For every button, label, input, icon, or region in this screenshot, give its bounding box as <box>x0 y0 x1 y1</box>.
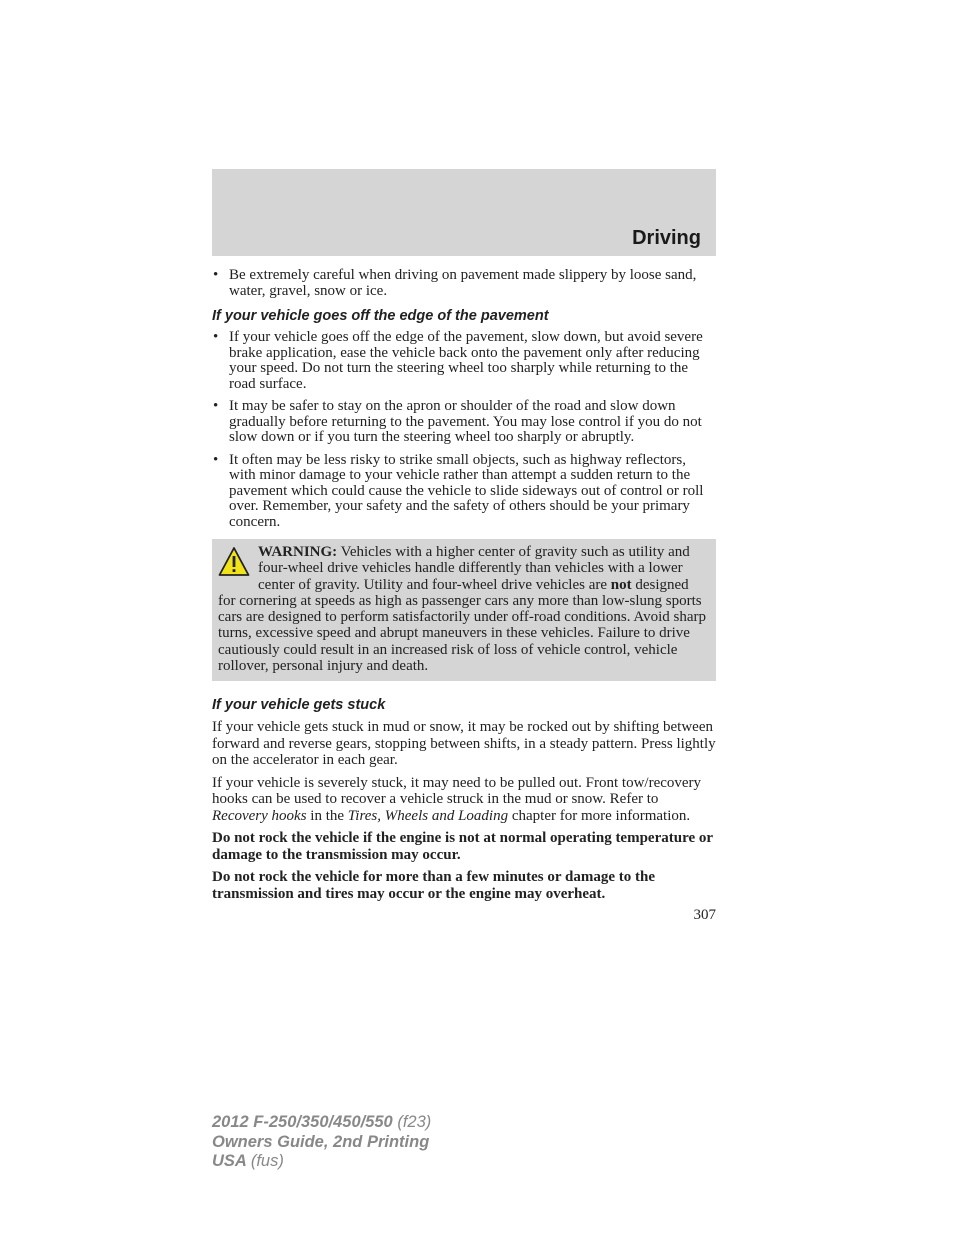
list-item <box>212 330 716 392</box>
warning-text: designed for cornering at speeds as high as passenger cars any more than low-slung sports cars are designed to perform satisfactorily under off-road conditions. Avoid sharp turns, excessive speed and abrupt maneuvers in these vehicles. Failure to drive cautiously could result in an increased risk of loss of vehicle control, vehicle rollover, personal injury and death. <box>218 576 707 675</box>
list-item-text: If your vehicle goes off the edge of the pavement, slow down, but avoid severe brake application, ease the vehicle back onto the pavement only after reducing your speed. Do not turn the steering wheel too sharply while returning to the road surface. <box>229 329 703 392</box>
list-item-text: Be extremely careful when driving on pavement made slippery by loose sand, water, gravel, snow or ice. <box>229 267 697 299</box>
cross-reference: Tires, Wheels and Loading <box>347 807 509 824</box>
page-content <box>212 268 716 924</box>
caution-paragraph: Do not rock the vehicle for more than a few minutes or damage to the transmission and tires may occur or the engine may overheat. <box>212 869 655 902</box>
bullet-icon: • <box>213 329 219 345</box>
warning-text: Vehicles with a higher center of gravity such as utility and four-wheel drive vehicles handle differently than vehicles with a lower center of gravity. Utility and four-wheel drive vehicles are <box>258 544 690 593</box>
warning-triangle-icon <box>218 546 250 578</box>
warning-emphasis: not <box>610 576 632 593</box>
bullet-icon: • <box>213 451 219 468</box>
warning-box <box>212 539 716 681</box>
bullet-icon: • <box>213 267 219 283</box>
footer-line <box>212 1113 431 1133</box>
paragraph-text: in the <box>310 807 345 824</box>
footer-code: (f23) <box>397 1113 432 1131</box>
chapter-title: Driving <box>632 227 701 249</box>
paragraph: If your vehicle gets stuck in mud or snow, it may be rocked out by shifting between forward and reverse gears, stopping between shifts, in a steady pattern. Press lightly on the accelerator in each gear. <box>212 719 716 769</box>
list-item-text: It often may be less risky to strike small objects, such as highway reflectors, with minor damage to your vehicle rather than attempt a sudden return to the pavement which could cause the vehicle to slide sideways out of control or roll over. Remember, your safety and the safety of others should be your primary concern. <box>229 451 704 530</box>
footer-line: Owners Guide, 2nd Printing <box>212 1132 430 1151</box>
list-item-text: It may be safer to stay on the apron or shoulder of the road and slow down gradually before returning to the pavement. You may lose control if you do not slow down or if you turn the steering wheel too sharply or abruptly. <box>229 398 702 445</box>
footer-market: USA <box>212 1152 247 1170</box>
paragraph-text: chapter for more information. <box>511 807 691 824</box>
cross-reference: Recovery hooks <box>212 807 307 824</box>
paragraph-text: If your vehicle is severely stuck, it may need to be pulled out. Front tow/recovery hooks can be used to recover a vehicle struck in the mud or snow. Refer to <box>212 774 702 808</box>
caution-paragraph: Do not rock the vehicle if the engine is not at normal operating temperature or damage to the transmission may occur. <box>212 830 713 863</box>
footer-model: 2012 F-250/350/450/550 <box>212 1113 393 1131</box>
list-item <box>212 399 716 446</box>
document-footer <box>212 1113 431 1172</box>
chapter-header <box>212 169 716 256</box>
list-item <box>212 453 716 531</box>
footer-code: (fus) <box>250 1152 284 1170</box>
page-number: 307 <box>693 907 716 924</box>
section-heading: If your vehicle goes off the edge of the pavement <box>212 308 549 324</box>
section-heading: If your vehicle gets stuck <box>212 697 386 714</box>
paragraph <box>212 775 716 825</box>
footer-line <box>212 1152 431 1172</box>
bullet-icon: • <box>213 398 219 414</box>
warning-label: WARNING: <box>258 544 338 560</box>
list-item <box>212 268 716 299</box>
